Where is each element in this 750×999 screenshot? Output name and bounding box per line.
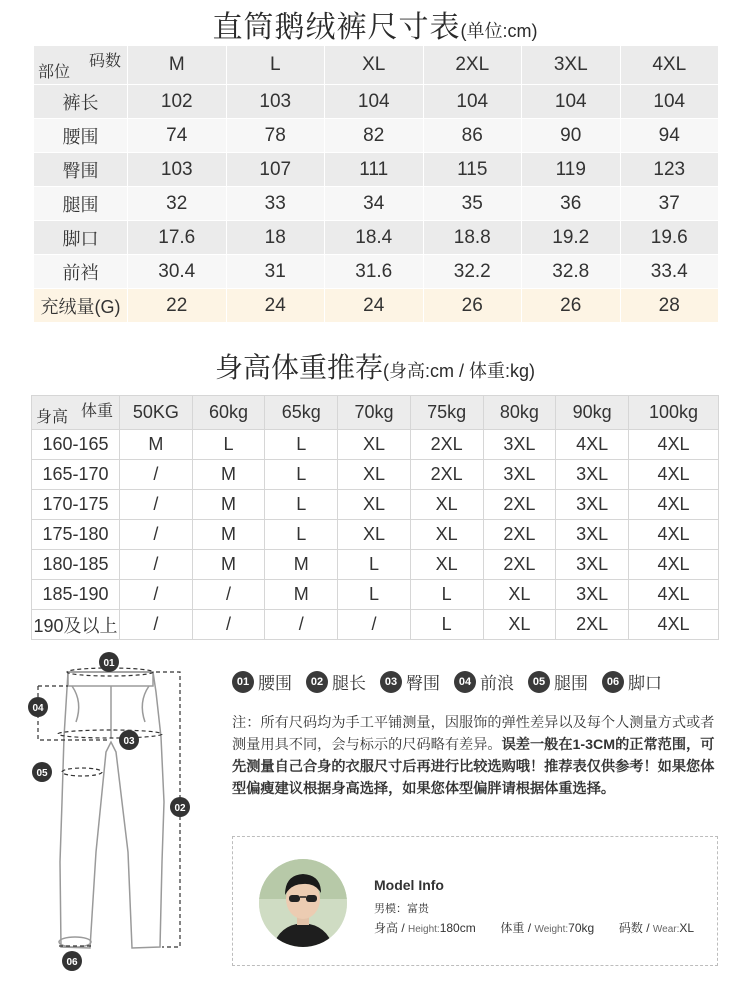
weight-header: 70kg bbox=[338, 396, 411, 430]
rec-cell: L bbox=[265, 520, 338, 550]
part-label: 腿围 bbox=[34, 187, 128, 221]
rec-cell: L bbox=[265, 430, 338, 460]
rec-cell: 2XL bbox=[483, 520, 556, 550]
size-cell: 104 bbox=[423, 85, 522, 119]
size-cell: 94 bbox=[620, 119, 719, 153]
weight-header: 50KG bbox=[120, 396, 193, 430]
model-weight: 70kg bbox=[568, 921, 595, 935]
legend-item bbox=[232, 669, 292, 694]
number-badge-icon: 06 bbox=[602, 671, 624, 693]
size-chart-title: 直筒鹅绒裤尺寸表(单位:cm) bbox=[212, 11, 538, 44]
number-badge-icon: 05 bbox=[528, 671, 550, 693]
rec-cell: / bbox=[120, 490, 193, 520]
rec-cell: XL bbox=[410, 520, 483, 550]
size-cell: 33 bbox=[226, 187, 325, 221]
rec-cell: M bbox=[265, 550, 338, 580]
rec-cell: XL bbox=[338, 430, 411, 460]
rec-cell: 4XL bbox=[629, 460, 719, 490]
model-avatar bbox=[259, 859, 347, 947]
height-label: 170-175 bbox=[32, 490, 120, 520]
recommend-row bbox=[32, 610, 719, 640]
thigh-measure-line bbox=[62, 768, 102, 776]
rec-cell: 3XL bbox=[483, 430, 556, 460]
rec-cell: 4XL bbox=[629, 520, 719, 550]
size-row-thigh bbox=[34, 187, 719, 221]
size-cell: 18.8 bbox=[423, 221, 522, 255]
size-en-label: Wear: bbox=[652, 924, 680, 935]
size-cell: 24 bbox=[325, 289, 424, 323]
size-header-row bbox=[34, 46, 719, 85]
marker-01 bbox=[99, 652, 119, 672]
model-stats bbox=[374, 919, 694, 936]
size-cell: 19.2 bbox=[522, 221, 621, 255]
rec-cell: XL bbox=[483, 580, 556, 610]
marker-04 bbox=[28, 697, 48, 717]
svg-text:05: 05 bbox=[36, 768, 48, 779]
rec-cell: 2XL bbox=[410, 430, 483, 460]
rec-cell: L bbox=[338, 580, 411, 610]
svg-text:01: 01 bbox=[103, 658, 115, 669]
size-cell: 35 bbox=[423, 187, 522, 221]
size-cell: 17.6 bbox=[128, 221, 227, 255]
size-cell: 119 bbox=[522, 153, 621, 187]
size-cell: 24 bbox=[226, 289, 325, 323]
rec-cell: M bbox=[192, 490, 265, 520]
size-cell: 123 bbox=[620, 153, 719, 187]
size-cell: 90 bbox=[522, 119, 621, 153]
size-cell: 37 bbox=[620, 187, 719, 221]
size-header: M bbox=[128, 46, 227, 85]
size-header: 4XL bbox=[620, 46, 719, 85]
avatar-illustration-icon bbox=[259, 859, 347, 947]
legend-item bbox=[306, 669, 366, 694]
height-label: 身高 / bbox=[374, 921, 405, 935]
pants-outline bbox=[60, 672, 164, 948]
model-size: XL bbox=[679, 921, 695, 935]
rec-cell: / bbox=[265, 610, 338, 640]
number-badge-icon: 04 bbox=[454, 671, 476, 693]
size-cell: 36 bbox=[522, 187, 621, 221]
part-label: 裤长 bbox=[34, 85, 128, 119]
size-cell: 28 bbox=[620, 289, 719, 323]
model-name-line bbox=[374, 900, 429, 916]
corner-size-label: 码数 bbox=[88, 53, 121, 70]
size-cell: 86 bbox=[423, 119, 522, 153]
recommend-row bbox=[32, 430, 719, 460]
rec-cell: 3XL bbox=[483, 460, 556, 490]
size-cell: 74 bbox=[128, 119, 227, 153]
rec-cell: M bbox=[192, 520, 265, 550]
corner-part-label: 部位 bbox=[38, 64, 71, 81]
height-label: 180-185 bbox=[32, 550, 120, 580]
front-pocket-right bbox=[142, 686, 149, 722]
weight-header: 80kg bbox=[483, 396, 556, 430]
rec-cell: XL bbox=[410, 550, 483, 580]
size-corner-cell bbox=[34, 46, 128, 85]
height-en-label: Height: bbox=[408, 924, 440, 935]
rec-cell: XL bbox=[338, 460, 411, 490]
weight-header: 75kg bbox=[410, 396, 483, 430]
marker-06 bbox=[62, 951, 82, 971]
size-cell: 26 bbox=[522, 289, 621, 323]
size-row-down-fill bbox=[34, 289, 719, 323]
rec-cell: / bbox=[192, 610, 265, 640]
legend-label: 腿围 bbox=[554, 674, 588, 693]
size-cell: 19.6 bbox=[620, 221, 719, 255]
legend-label: 臀围 bbox=[406, 674, 440, 693]
size-row-hip bbox=[34, 153, 719, 187]
height-label: 165-170 bbox=[32, 460, 120, 490]
model-info-card bbox=[232, 836, 718, 966]
note-emphasis: 误差一般在1-3CM的正常范围，可先测量自己合身的衣服尺寸后再进行比较选购哦！推荐表仅供参考！如果您体型偏瘦建议根据身高选择，如果您体型偏胖请根据体重选择。 bbox=[232, 737, 715, 797]
corner-weight-label: 体重 bbox=[80, 403, 113, 420]
recommend-row bbox=[32, 580, 719, 610]
rec-cell: L bbox=[265, 460, 338, 490]
size-cell: 31.6 bbox=[325, 255, 424, 289]
rec-cell: L bbox=[338, 550, 411, 580]
svg-text:06: 06 bbox=[66, 957, 78, 968]
marker-03 bbox=[119, 730, 139, 750]
rec-cell: 2XL bbox=[410, 460, 483, 490]
rec-cell: L bbox=[410, 610, 483, 640]
rec-cell: 4XL bbox=[629, 580, 719, 610]
rec-cell: L bbox=[410, 580, 483, 610]
size-header: 3XL bbox=[522, 46, 621, 85]
part-label: 腰围 bbox=[34, 119, 128, 153]
measurement-legend bbox=[232, 669, 732, 694]
size-row-waist bbox=[34, 119, 719, 153]
rec-cell: 4XL bbox=[629, 490, 719, 520]
size-cell: 102 bbox=[128, 85, 227, 119]
weight-header: 65kg bbox=[265, 396, 338, 430]
size-cell: 31 bbox=[226, 255, 325, 289]
model-name: 富贵 bbox=[407, 903, 429, 915]
size-header: 2XL bbox=[423, 46, 522, 85]
size-chart-table bbox=[33, 45, 719, 323]
measurement-note bbox=[232, 712, 724, 800]
size-cell: 33.4 bbox=[620, 255, 719, 289]
rec-cell: / bbox=[120, 580, 193, 610]
size-cell: 32.2 bbox=[423, 255, 522, 289]
recommend-header-row bbox=[32, 396, 719, 430]
legend-label: 前浪 bbox=[480, 674, 514, 693]
waistband bbox=[68, 672, 153, 686]
rec-cell: 3XL bbox=[556, 550, 629, 580]
size-row-hem bbox=[34, 221, 719, 255]
rec-cell: 3XL bbox=[556, 580, 629, 610]
number-badge-icon: 03 bbox=[380, 671, 402, 693]
size-cell: 26 bbox=[423, 289, 522, 323]
weight-header: 100kg bbox=[629, 396, 719, 430]
rec-cell: 3XL bbox=[556, 490, 629, 520]
size-header: L bbox=[226, 46, 325, 85]
legend-label: 腰围 bbox=[258, 674, 292, 693]
size-row-front-rise bbox=[34, 255, 719, 289]
recommend-title: 身高体重推荐(身高:cm / 体重:kg) bbox=[214, 352, 535, 383]
rec-cell: XL bbox=[338, 520, 411, 550]
model-height: 180cm bbox=[439, 921, 476, 935]
rec-cell: 3XL bbox=[556, 460, 629, 490]
rec-cell: 4XL bbox=[629, 550, 719, 580]
size-cell: 103 bbox=[128, 153, 227, 187]
rec-cell: / bbox=[192, 580, 265, 610]
legend-label: 腿长 bbox=[332, 674, 366, 693]
rec-cell: M bbox=[192, 460, 265, 490]
size-cell: 32 bbox=[128, 187, 227, 221]
rec-cell: 4XL bbox=[629, 430, 719, 460]
rec-cell: / bbox=[120, 520, 193, 550]
rec-cell: / bbox=[120, 550, 193, 580]
size-cell: 107 bbox=[226, 153, 325, 187]
size-cell: 78 bbox=[226, 119, 325, 153]
recommend-row bbox=[32, 460, 719, 490]
note-text: 注：所有尺码均为手工平铺测量，因服饰的弹性差异以及每个人测量方式或者测量用具不同，会与标示的尺码略有差异。 bbox=[232, 715, 715, 753]
size-cell: 18.4 bbox=[325, 221, 424, 255]
size-cell: 22 bbox=[128, 289, 227, 323]
size-chart-unit: (单位:cm) bbox=[460, 21, 538, 41]
number-badge-icon: 01 bbox=[232, 671, 254, 693]
svg-text:03: 03 bbox=[123, 736, 135, 747]
size-cell: 111 bbox=[325, 153, 424, 187]
rec-cell: L bbox=[192, 430, 265, 460]
rec-cell: XL bbox=[483, 610, 556, 640]
legend-item bbox=[454, 669, 514, 694]
marker-05 bbox=[32, 762, 52, 782]
front-pocket-left bbox=[72, 686, 79, 722]
size-cell: 115 bbox=[423, 153, 522, 187]
size-header: XL bbox=[325, 46, 424, 85]
recommend-unit: (身高:cm / 体重:kg) bbox=[383, 361, 535, 381]
size-cell: 82 bbox=[325, 119, 424, 153]
rec-cell: / bbox=[120, 610, 193, 640]
legend-item bbox=[528, 669, 588, 694]
rec-cell: M bbox=[120, 430, 193, 460]
front-rise-measure-line bbox=[38, 686, 108, 740]
size-cell: 104 bbox=[522, 85, 621, 119]
rec-cell: / bbox=[120, 460, 193, 490]
pants-measurement-diagram bbox=[28, 652, 198, 974]
size-cell: 34 bbox=[325, 187, 424, 221]
weight-en-label: Weight: bbox=[534, 924, 569, 935]
height-label: 190及以上 bbox=[32, 610, 120, 640]
size-cell: 30.4 bbox=[128, 255, 227, 289]
corner-height-label: 身高 bbox=[36, 409, 69, 426]
rec-cell: M bbox=[265, 580, 338, 610]
height-label: 185-190 bbox=[32, 580, 120, 610]
size-cell: 104 bbox=[620, 85, 719, 119]
weight-label: 体重 / bbox=[500, 921, 532, 935]
marker-02 bbox=[170, 797, 190, 817]
size-label: 码数 / bbox=[618, 921, 650, 935]
weight-header: 90kg bbox=[556, 396, 629, 430]
part-label: 脚口 bbox=[34, 221, 128, 255]
rec-cell: M bbox=[192, 550, 265, 580]
size-cell: 103 bbox=[226, 85, 325, 119]
svg-text:04: 04 bbox=[32, 703, 44, 714]
rec-cell: 2XL bbox=[483, 550, 556, 580]
legend-label: 脚口 bbox=[628, 674, 662, 693]
rec-cell: 4XL bbox=[629, 610, 719, 640]
part-label: 臀围 bbox=[34, 153, 128, 187]
size-row-length bbox=[34, 85, 719, 119]
number-badge-icon: 02 bbox=[306, 671, 328, 693]
height-label: 160-165 bbox=[32, 430, 120, 460]
size-cell: 104 bbox=[325, 85, 424, 119]
weight-header: 60kg bbox=[192, 396, 265, 430]
recommend-row bbox=[32, 490, 719, 520]
legend-item bbox=[380, 669, 440, 694]
rec-cell: 3XL bbox=[556, 520, 629, 550]
recommend-row bbox=[32, 550, 719, 580]
legend-item bbox=[602, 669, 662, 694]
rec-cell: 2XL bbox=[483, 490, 556, 520]
rec-cell: 2XL bbox=[556, 610, 629, 640]
recommend-table bbox=[31, 395, 719, 640]
height-label: 175-180 bbox=[32, 520, 120, 550]
svg-text:02: 02 bbox=[174, 803, 186, 814]
hip-measure-line bbox=[58, 730, 162, 738]
rec-cell: 4XL bbox=[556, 430, 629, 460]
model-name-label: 男模： bbox=[374, 903, 407, 915]
model-info-title: Model Info bbox=[374, 877, 444, 893]
rec-cell: XL bbox=[410, 490, 483, 520]
rec-cell: XL bbox=[338, 490, 411, 520]
size-cell: 18 bbox=[226, 221, 325, 255]
part-label: 充绒量(G) bbox=[34, 289, 128, 323]
recommend-corner-cell bbox=[32, 396, 120, 430]
rec-cell: L bbox=[265, 490, 338, 520]
size-cell: 32.8 bbox=[522, 255, 621, 289]
recommend-row bbox=[32, 520, 719, 550]
part-label: 前裆 bbox=[34, 255, 128, 289]
rec-cell: / bbox=[338, 610, 411, 640]
